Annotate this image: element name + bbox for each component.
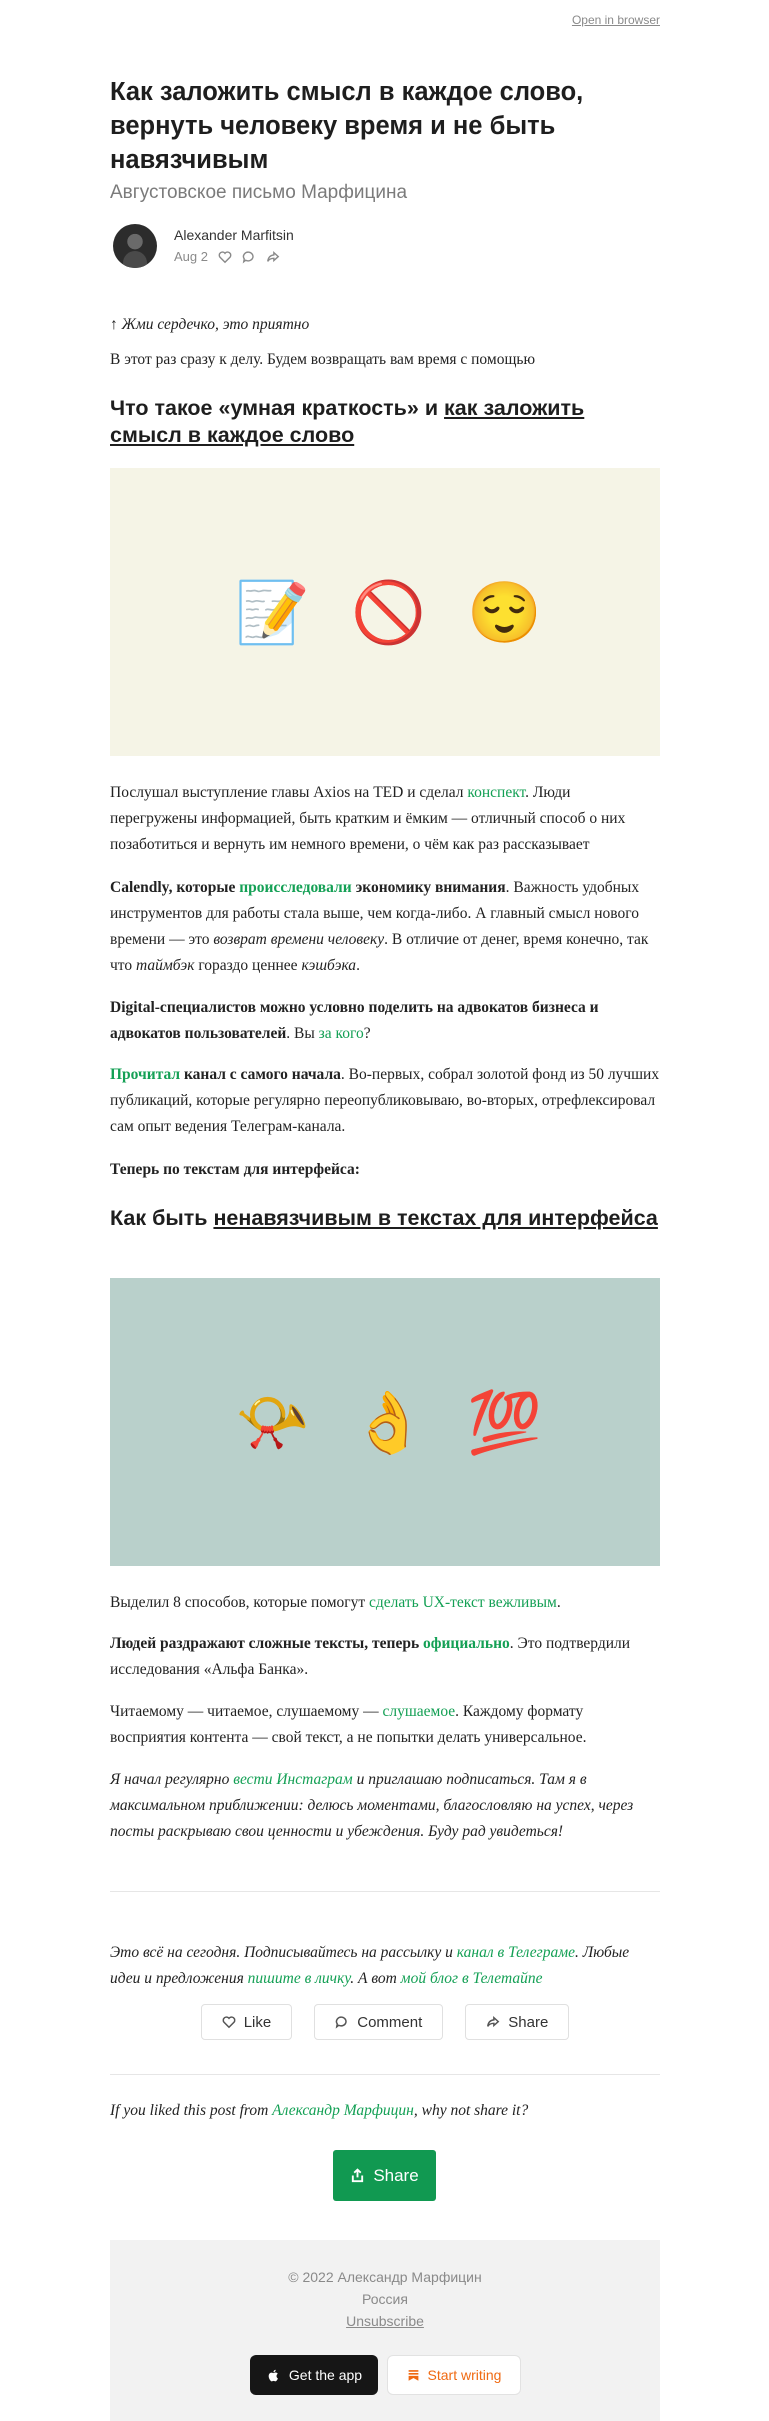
like-label: Like [243, 2013, 272, 2031]
prohibited-icon: 🚫 [351, 578, 426, 646]
like-button[interactable] [201, 2004, 293, 2040]
text: . Любые идеи и предложения [110, 1944, 630, 1987]
read-link[interactable]: Прочитал [110, 1066, 181, 1083]
italic-text: кэшбэка [301, 957, 357, 974]
text: ? [363, 1025, 371, 1042]
bold-text: Digital-специалистов можно условно поделить на адвокатов бизнеса и адвокатов пользователей [110, 999, 599, 1042]
text: If you liked this post from [110, 2102, 273, 2119]
relieved-face-icon: 😌 [467, 578, 542, 646]
dm-link[interactable]: пишите в личку [247, 1970, 351, 1987]
bold-text: Людей раздражают сложные тексты, теперь [110, 1635, 424, 1652]
paragraph-axios [110, 780, 660, 858]
whose-side-link[interactable]: за кого [318, 1025, 364, 1042]
comment-button[interactable] [314, 2004, 443, 2040]
post-title: Как заложить смысл в каждое слово, вернуть человеку время и не быть навязчивым [110, 78, 584, 174]
text: и приглашаю подписаться. Там я в максимальном приближении: делюсь моментами, благословляю на успех, через посты раскрываю свои ценности и убеждения. Буду рад увидеться! [110, 1771, 634, 1840]
researched-link[interactable]: происследовали [239, 879, 352, 896]
top-bar [110, 0, 660, 40]
unsubscribe-line [110, 2313, 660, 2329]
teletype-blog-link[interactable]: мой блог в Телетайпе [400, 1970, 543, 1987]
text: . В отличие от денег, время конечно, так что [110, 931, 649, 974]
get-app-label: Get the app [288, 2367, 363, 2383]
footer [110, 2240, 660, 2421]
text: Читаемому — читаемое, слушаемому — [110, 1703, 383, 1720]
listenable-link[interactable]: слушаемое [382, 1703, 456, 1720]
text: Это всё на сегодня. Подписывайтесь на рассылку и [110, 1944, 457, 1961]
divider [110, 2074, 660, 2075]
italic-text: возврат времени человеку [213, 931, 385, 948]
text: Послушал выступление главы Axios на TED и сделал [110, 784, 468, 801]
bold-text: экономику внимания [351, 879, 506, 896]
post-date: Aug 2 [174, 249, 208, 264]
bold-text: Теперь по текстам для интерфейса: [110, 1161, 360, 1178]
text: . Каждому формату восприятия контента — свой текст, а не попытки делать универсальное. [110, 1703, 587, 1746]
paragraph-advocates [110, 995, 660, 1047]
text: гораздо ценнее [194, 957, 302, 974]
paragraph-channel [110, 1062, 660, 1140]
share-post-label: Share [373, 2165, 419, 2185]
avatar[interactable] [113, 224, 157, 268]
lead-paragraph: В этот раз сразу к делу. Будем возвращать вам время с помощью [110, 351, 536, 368]
section-image-1 [110, 468, 660, 756]
paragraph-interface-intro [110, 1157, 660, 1183]
comment-icon [335, 2015, 349, 2029]
share-label: Share [508, 2013, 549, 2031]
memo-icon: 📝 [235, 578, 310, 646]
text: . Люди перегружены информацией, быть кратким и ёмким — отличный способ о них позаботиться и вернуть им немного времени, о чём как раз рассказывает [110, 784, 626, 853]
author-name[interactable]: Alexander Marfitsin [174, 227, 294, 243]
open-in-browser-link[interactable]: Open in browser [571, 13, 660, 27]
author-link[interactable]: Александр Марфицин [272, 2102, 414, 2119]
bold-text: канал с самого начала [180, 1066, 341, 1083]
telegram-channel-link[interactable]: канал в Телеграме [456, 1944, 575, 1961]
share-prompt [110, 2098, 660, 2124]
share-icon[interactable] [266, 250, 280, 264]
text: . Вы [286, 1025, 319, 1042]
text: , why not share it? [413, 2102, 529, 2119]
italic-text: таймбэк [136, 957, 195, 974]
start-writing-button[interactable] [387, 2355, 521, 2395]
heading-link[interactable]: ненавязчивым в текстах для интерфейса [213, 1206, 658, 1230]
heart-icon [222, 2015, 236, 2029]
outro-paragraph [110, 1940, 660, 1992]
comment-label: Comment [357, 2013, 423, 2031]
ux-text-polite-link[interactable]: сделать UX-текст вежливым [369, 1594, 557, 1611]
divider [110, 1891, 660, 1892]
share-button[interactable] [465, 2004, 569, 2040]
heading-link[interactable]: как заложить смысл в каждое слово [110, 396, 585, 447]
text: . [556, 1594, 561, 1611]
get-app-button[interactable] [250, 2355, 378, 2395]
paragraph-formats [110, 1699, 660, 1751]
heart-icon[interactable] [218, 250, 232, 264]
paragraph-instagram [110, 1767, 660, 1845]
paragraph-calendly [110, 875, 660, 979]
section-heading-smart-brevity [110, 395, 660, 449]
text: . Это подтвердили исследования «Альфа Банка». [110, 1635, 631, 1678]
unsubscribe-link[interactable]: Unsubscribe [346, 2313, 424, 2329]
start-writing-label: Start writing [427, 2367, 502, 2383]
hundred-points-icon: 💯 [467, 1388, 542, 1456]
comment-icon[interactable] [242, 250, 256, 264]
text: . А вот [350, 1970, 401, 1987]
substack-icon [407, 2368, 420, 2382]
heading-text: Как быть [110, 1206, 214, 1230]
share-upload-icon [350, 2168, 365, 2183]
post-actions [110, 2004, 660, 2040]
heading-text: Что такое «умная краткость» и [110, 396, 445, 420]
text: . Во-первых, собрал золотой фонд из 50 лучших публикаций, которые регулярно переопубликовываю, во-вторых, отрефлексировал сам опыт ведения Телеграм-канала. [110, 1066, 660, 1135]
konspekt-link[interactable]: конспект [467, 784, 526, 801]
officially-link[interactable]: официально [423, 1635, 510, 1652]
email-body [110, 0, 660, 2383]
country: Россия [362, 2291, 408, 2307]
author-row [110, 222, 660, 272]
text: . [356, 957, 360, 974]
text: Выделил 8 способов, которые помогут [110, 1594, 370, 1611]
ok-hand-icon: 👌 [351, 1388, 426, 1456]
bold-text: Calendly, которые [110, 879, 240, 896]
share-post-button[interactable] [333, 2150, 436, 2201]
postal-horn-icon: 📯 [235, 1388, 310, 1456]
text: . Важность удобных инструментов для работы стала выше, чем когда-либо. А главный смысл нового времени — это [110, 879, 640, 948]
section-heading-unobtrusive [110, 1205, 660, 1232]
share-icon [486, 2015, 500, 2029]
copyright: © 2022 Александр Марфицин [288, 2269, 482, 2285]
paragraph-complex-texts [110, 1631, 660, 1683]
heart-note: ↑ Жми сердечко, это приятно [110, 316, 310, 333]
apple-icon [266, 2368, 281, 2383]
paragraph-ux-polite [110, 1590, 660, 1616]
post-subtitle: Августовское письмо Марфицина [110, 182, 408, 203]
section-image-2 [110, 1278, 660, 1566]
instagram-link[interactable]: вести Инстаграм [233, 1771, 353, 1788]
text: Я начал регулярно [110, 1771, 234, 1788]
post-meta [174, 249, 280, 264]
